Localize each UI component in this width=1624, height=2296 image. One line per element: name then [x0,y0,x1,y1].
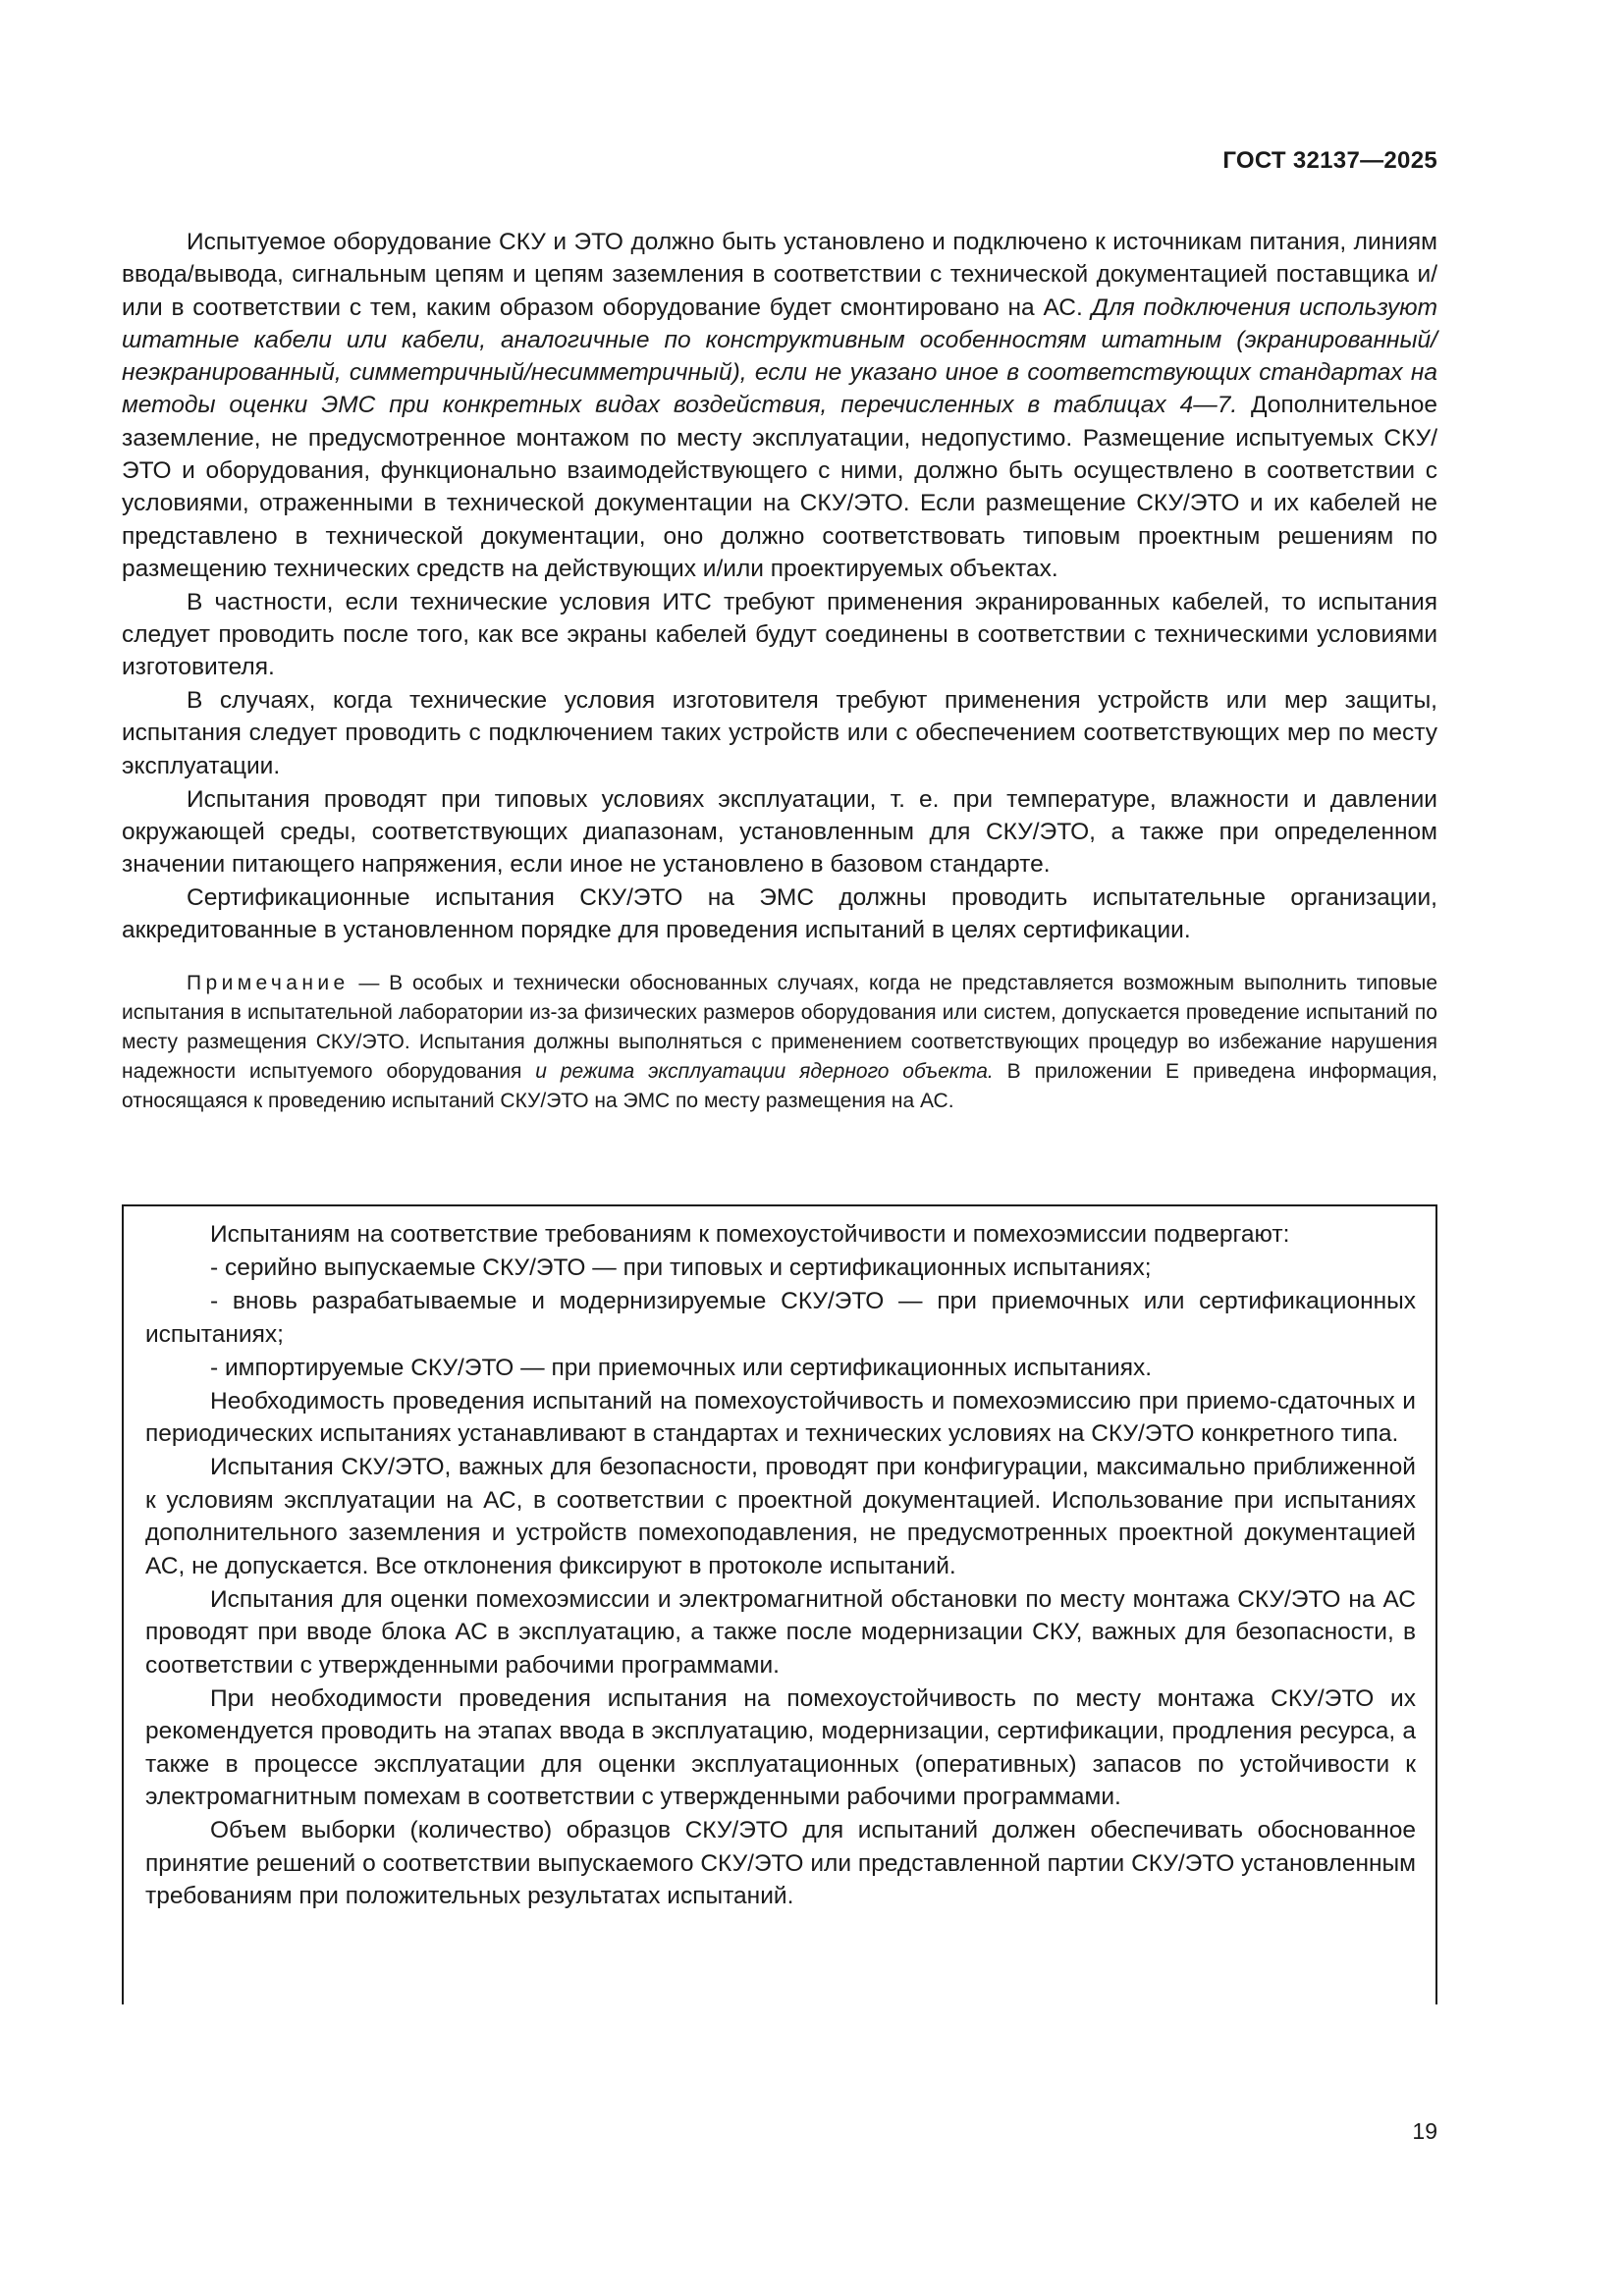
paragraph-text: Сертификационные испытания СКУ/ЭТО на ЭМС должны проводить испытательные организации, аккредитованные в установленном порядке для проведения испытаний в целях сертификации. [122,883,1437,944]
box-intro: Испытаниям на соответствие требованиям к помехоустойчивости и помехоэмиссии подвергают: [210,1221,1290,1248]
standard-header: ГОСТ 32137—2025 [1222,147,1437,174]
paragraph [122,586,1437,684]
list-item: - вновь разрабатываемые и модернизируемые СКУ/ЭТО — при приемочных или сертификационных испытаниях; [145,1288,1416,1348]
note-label: Примечание [187,971,350,994]
paragraph-text: В случаях, когда технические условия изготовителя требуют применения устройств или мер защиты, испытания следует проводить с подключением таких устройств или с обеспечением соответствующих мер по месту эксплуатации. [122,687,1437,779]
box-paragraph: Испытания СКУ/ЭТО, важных для безопасности, проводят при конфигурации, максимально приближенной к условиям эксплуатации на АС, в соответствии с проектной документацией. Использование при испытаниях дополнительного заземления и устройств помехоподавления, не предусмотренных проектной документацией АС, не допускается. Все отклонения фиксируют в протоколе испытаний. [145,1454,1416,1579]
paragraph-text: Дополнительное заземление, не предусмотренное монтажом по месту эксплуатации, недопустимо. Размещение испытуемых СКУ/ЭТО и оборудования, функционально взаимодействующего с ними, должно быть осуществлено в соответствии с условиями, отраженными в технической документации на СКУ/ЭТО. Если размещение СКУ/ЭТО и их кабелей не представлено в технической документации, оно должно соответствовать типовым проектным решениям по размещению технических средств на действующих и/или проектируемых объектах. [122,392,1437,582]
paragraph-text: Испытуемое оборудование СКУ и ЭТО должно быть установлено и подключено к источникам питания, линиям ввода/вывода, сигнальным цепям и цепям заземления в соответствии с технической документацией поставщика и/или в соответствии с тем, каким образом оборудование будет смонтировано на АС. [122,229,1437,321]
paragraph [122,226,1437,585]
list-item: - серийно выпускаемые СКУ/ЭТО — при типовых и сертификационных испытаниях; [210,1255,1152,1281]
document-page [122,0,1437,2296]
highlighted-box [122,1204,1437,2004]
box-paragraph: Объем выборки (количество) образцов СКУ/ЭТО для испытаний должен обеспечивать обоснованное принятие решений о соответствии выпускаемого СКУ/ЭТО или представленной партии СКУ/ЭТО установленным требованиям при положительных результатах испытаний. [145,1817,1416,1909]
paragraph [122,684,1437,782]
paragraph-text: Испытания проводят при типовых условиях эксплуатации, т. е. при температуре, влажности и давлении окружающей среды, соответствующих диапазонам, установленным для СКУ/ЭТО, а также при определенном значении питающего напряжения, если иное не установлено в базовом стандарте. [122,785,1437,879]
body-text [122,226,1437,1116]
note-text: В приложении Е приведена информация, относящаяся к проведению испытаний СКУ/ЭТО на ЭМС по месту размещения на АС. [122,1059,1437,1112]
box-paragraph: Испытания для оценки помехоэмиссии и электромагнитной обстановки по месту монтажа СКУ/ЭТО на АС проводят при вводе блока АС в эксплуатацию, а также после модернизации СКУ, важных для безопасности, в соответствии с утвержденными рабочими программами. [145,1585,1416,1679]
note-text: — В особых и технически обоснованных случаях, когда не представляется возможным выполнить типовые испытания в испытательной лаборатории из-за физических размеров оборудования или систем, допускается проведение испытаний по месту размещения СКУ/ЭТО. Испытания должны выполняться с применением соответствующих процедур во избежание нарушения надежности испытуемого оборудования [122,971,1437,1083]
paragraph [122,783,1437,881]
page-number: 19 [1412,2118,1437,2144]
box-paragraph: При необходимости проведения испытания на помехоустойчивость по месту монтажа СКУ/ЭТО их рекомендуется проводить на этапах ввода в эксплуатацию, модернизации, сертификации, продления ресурса, а также в процессе эксплуатации для оценки эксплуатационных (оперативных) запасов по устойчивости к электромагнитным помехам в соответствии с утвержденными рабочими программами. [145,1684,1416,1810]
note [122,969,1437,1116]
box-paragraph: Необходимость проведения испытаний на помехоустойчивость и помехоэмиссию при приемо-сдаточных и периодических испытаниях устанавливают в стандартах и технических условиях на СКУ/ЭТО конкретного типа. [145,1387,1416,1447]
paragraph [122,881,1437,947]
paragraph-text: В частности, если технические условия ИТС требуют применения экранированных кабелей, то испытания следует проводить после того, как все экраны кабелей будут соединены в соответствии с техническими условиями изготовителя. [122,588,1437,681]
list-item: - импортируемые СКУ/ЭТО — при приемочных или сертификационных испытаниях. [210,1354,1153,1381]
note-italic-text: и режима эксплуатации ядерного объекта. [535,1059,994,1083]
paragraph-italic-text: Для подключения используют штатные кабели или кабели, аналогичные по конструктивным особенностям штатным (экранированный/неэкранированный, симметричный/несимметричный), если не указано иное в соответствующих стандартах на методы оценки ЭМС при конкретных видах воздействия, перечисленных в таблицах 4—7. [122,294,1437,419]
